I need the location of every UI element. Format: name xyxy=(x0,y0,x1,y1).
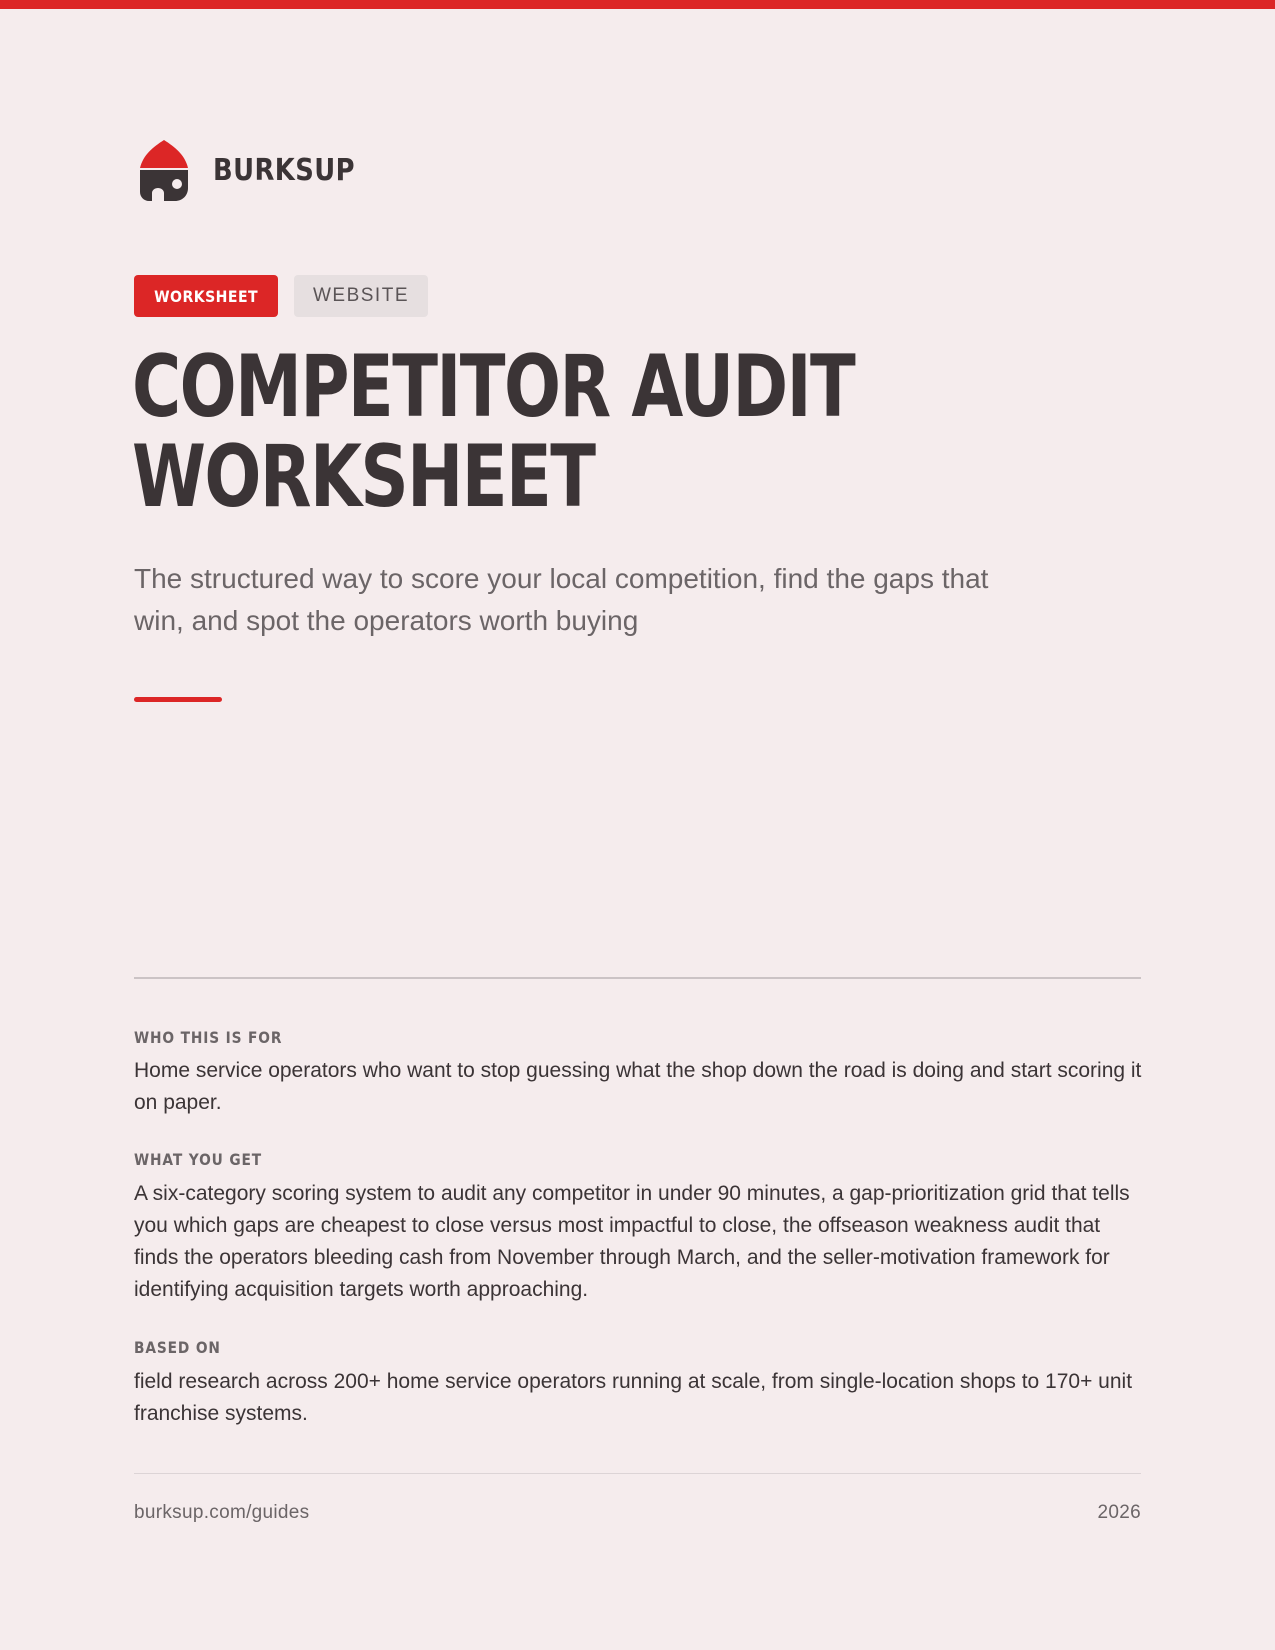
section-label-based: BASED ON xyxy=(134,1338,221,1357)
tag-website-label: WEBSITE xyxy=(312,285,409,306)
tag-worksheet xyxy=(134,275,278,317)
tag-list xyxy=(134,275,428,317)
page-title-line-1: COMPETITOR AUDIT xyxy=(132,337,855,437)
brand-header xyxy=(135,137,378,203)
section-label-what: WHAT YOU GET xyxy=(134,1150,262,1169)
brand-name: BURKSUP xyxy=(213,152,355,188)
page-title-line-2: WORKSHEET xyxy=(132,427,595,527)
section-text-who: Home service operators who want to stop guessing what the shop down the road is doing and start scoring it on paper. xyxy=(134,1059,1142,1114)
section-text-based: field research across 200+ home service operators running at scale, from single-location shops to 170+ unit franchise systems. xyxy=(134,1370,1133,1425)
footer-divider xyxy=(134,1473,1141,1474)
section-divider xyxy=(134,977,1141,979)
page-subtitle: The structured way to score your local competition, find the gaps that win, and spot the operators worth buying xyxy=(134,563,989,636)
page-title xyxy=(132,337,855,527)
burksup-b-logo-icon xyxy=(135,138,193,202)
footer-url: burksup.com/guides xyxy=(134,1502,310,1523)
footer-year: 2026 xyxy=(1097,1502,1141,1523)
section-label-who: WHO THIS IS FOR xyxy=(134,1028,283,1047)
top-accent-bar xyxy=(0,0,1275,9)
tag-worksheet-label: WORKSHEET xyxy=(154,286,258,306)
accent-divider xyxy=(134,697,222,702)
tag-website xyxy=(294,275,428,317)
section-text-what: A six-category scoring system to audit any competitor in under 90 minutes, a gap-prioritization grid that tells you which gaps are cheapest to close versus most impactful to close, the offseason weakness audit that finds the operators bleeding cash from November through March, and the seller-motivation framework for identifying acquisition targets worth approaching. xyxy=(134,1182,1130,1301)
